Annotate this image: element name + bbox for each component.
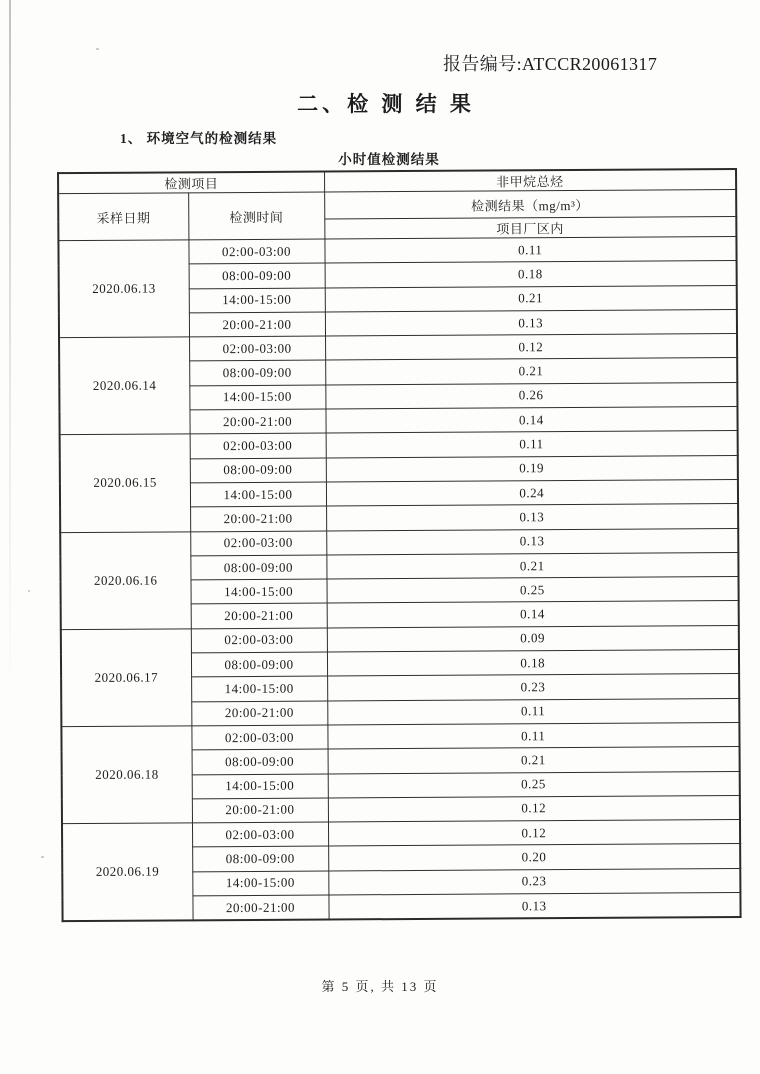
test-time-cell: 20:00-21:00: [189, 409, 325, 434]
header-pollutant: 非甲烷总烃: [324, 169, 736, 192]
result-value-cell: 0.11: [327, 698, 739, 725]
sample-date-cell: 2020.06.14: [59, 337, 190, 435]
test-time-cell: 20:00-21:00: [190, 506, 326, 531]
test-time-cell: 02:00-03:00: [189, 336, 325, 361]
section-title: 二、检 测 结 果: [297, 92, 475, 116]
scan-speck: [96, 48, 99, 50]
result-value-cell: 0.25: [327, 577, 739, 604]
header-result-unit: 检测结果（mg/m³）: [324, 190, 736, 220]
test-time-cell: 08:00-09:00: [189, 361, 325, 386]
result-value-cell: 0.20: [328, 844, 740, 871]
result-value-cell: 0.21: [326, 552, 738, 579]
header-sample-date: 采样日期: [58, 193, 188, 241]
test-time-cell: 02:00-03:00: [188, 239, 324, 264]
result-value-cell: 0.21: [325, 285, 737, 312]
test-time-cell: 08:00-09:00: [191, 652, 327, 677]
result-value-cell: 0.09: [327, 625, 739, 652]
header-test-time: 检测时间: [188, 192, 324, 240]
test-time-cell: 20:00-21:00: [191, 603, 327, 628]
report-number: 报告编号:ATCCR20061317: [443, 54, 658, 74]
test-time-cell: 08:00-09:00: [192, 749, 328, 774]
sample-date-cell: 2020.06.19: [62, 823, 193, 921]
test-time-cell: 20:00-21:00: [192, 895, 328, 921]
page-footer: 第 5 页, 共 13 页: [321, 979, 439, 994]
result-value-cell: 0.21: [325, 358, 737, 385]
sample-date-cell: 2020.06.15: [60, 434, 191, 532]
result-value-cell: 0.24: [326, 479, 738, 506]
result-value-cell: 0.13: [326, 528, 738, 555]
sample-date-cell: 2020.06.16: [60, 531, 191, 629]
test-time-cell: 20:00-21:00: [189, 312, 325, 337]
test-time-cell: 14:00-15:00: [191, 579, 327, 604]
result-value-cell: 0.12: [328, 820, 740, 847]
result-value-cell: 0.26: [325, 382, 737, 409]
test-time-cell: 14:00-15:00: [192, 871, 328, 896]
result-value-cell: 0.11: [326, 431, 738, 458]
result-value-cell: 0.13: [325, 309, 737, 336]
result-value-cell: 0.12: [328, 795, 740, 822]
scan-speck: [41, 856, 44, 858]
test-time-cell: 08:00-09:00: [189, 263, 325, 288]
test-time-cell: 02:00-03:00: [190, 433, 326, 458]
test-time-cell: 14:00-15:00: [192, 774, 328, 799]
sample-date-cell: 2020.06.17: [61, 629, 192, 727]
result-value-cell: 0.12: [325, 334, 737, 361]
result-value-cell: 0.11: [327, 722, 739, 749]
result-value-cell: 0.14: [327, 601, 739, 628]
subsection-title: 1、 环境空气的检测结果: [120, 131, 278, 146]
sample-date-cell: 2020.06.13: [58, 240, 189, 338]
test-time-cell: 20:00-21:00: [192, 798, 328, 823]
result-value-cell: 0.19: [326, 455, 738, 482]
test-time-cell: 14:00-15:00: [189, 385, 325, 410]
test-time-cell: 02:00-03:00: [190, 531, 326, 556]
test-time-cell: 20:00-21:00: [191, 701, 327, 726]
result-value-cell: 0.25: [328, 771, 740, 798]
test-time-cell: 02:00-03:00: [192, 822, 328, 847]
scan-speck: [28, 590, 30, 592]
result-value-cell: 0.21: [328, 747, 740, 774]
result-value-cell: 0.23: [328, 868, 740, 895]
result-value-cell: 0.13: [326, 504, 738, 531]
result-value-cell: 0.11: [324, 237, 736, 264]
results-table: [57, 168, 742, 922]
test-time-cell: 02:00-03:00: [191, 628, 327, 653]
header-location: 项目厂区内: [324, 217, 736, 240]
result-value-cell: 0.14: [325, 407, 737, 434]
test-time-cell: 08:00-09:00: [192, 846, 328, 871]
result-value-cell: 0.18: [327, 650, 739, 677]
test-time-cell: 08:00-09:00: [190, 555, 326, 580]
test-time-cell: 02:00-03:00: [191, 725, 327, 750]
sample-date-cell: 2020.06.18: [61, 726, 192, 824]
result-value-cell: 0.18: [325, 261, 737, 288]
test-time-cell: 14:00-15:00: [190, 482, 326, 507]
header-test-item: 检测项目: [58, 172, 324, 194]
test-time-cell: 08:00-09:00: [190, 458, 326, 483]
table-title: 小时值检测结果: [338, 152, 440, 167]
test-time-cell: 14:00-15:00: [191, 676, 327, 701]
result-value-cell: 0.23: [327, 674, 739, 701]
test-time-cell: 14:00-15:00: [189, 288, 325, 313]
result-value-cell: 0.13: [328, 893, 740, 920]
